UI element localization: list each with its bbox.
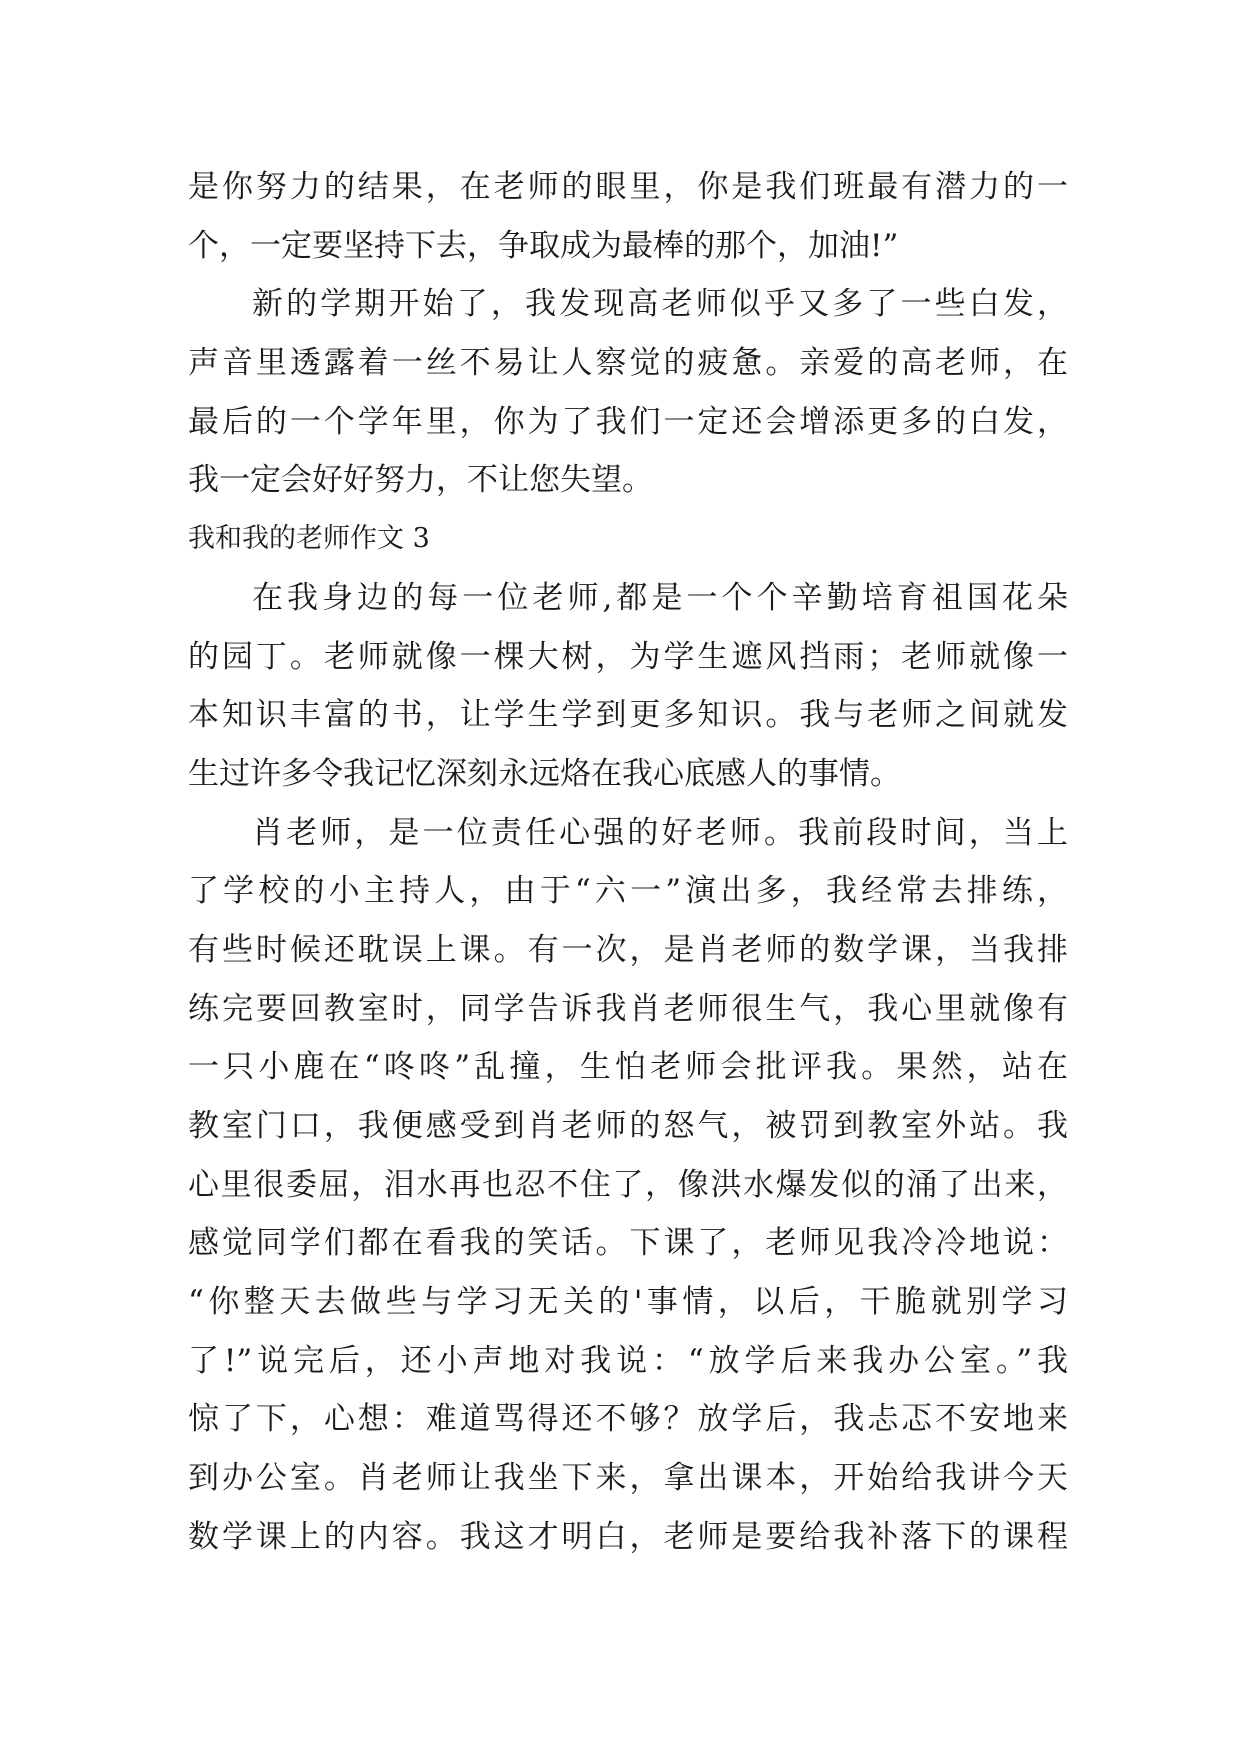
text-line: 是你努力的结果，在老师的眼里，你是我们班最有潜力的一 bbox=[188, 169, 1068, 205]
essay-text bbox=[188, 158, 1068, 1567]
text-line: 的园丁。老师就像一棵大树，为学生遮风挡雨；老师就像一 bbox=[188, 638, 1068, 675]
text-line: 到办公室。肖老师让我坐下来，拿出课本，开始给我讲今天 bbox=[188, 1460, 1068, 1497]
text-line: 肖老师，是一位责任心强的好老师。我前段时间，当上 bbox=[252, 814, 1068, 851]
text-line: 心里很委屈，泪水再也忍不住了，像洪水爆发似的涌了出来， bbox=[188, 1166, 1068, 1203]
text-line: 我一定会好好努力，不让您失望。 bbox=[188, 462, 653, 499]
text-line: 声音里透露着一丝不易让人察觉的疲惫。亲爱的高老师，在 bbox=[188, 345, 1068, 382]
text-line: 了!”说完后，还小声地对我说：“放学后来我办公室。”我 bbox=[188, 1342, 1068, 1379]
text-line: 一只小鹿在“咚咚”乱撞，生怕老师会批评我。果然，站在 bbox=[188, 1049, 1068, 1086]
text-line: 在我身边的每一位老师,都是一个个辛勤培育祖国花朵 bbox=[252, 579, 1068, 616]
text-line: 惊了下，心想：难道骂得还不够？放学后，我忐忑不安地来 bbox=[188, 1401, 1068, 1438]
text-line: 个，一定要坚持下去，争取成为最棒的那个，加油!” bbox=[188, 227, 899, 264]
text-line: 新的学期开始了，我发现高老师似乎又多了一些白发， bbox=[252, 286, 1068, 323]
paragraph bbox=[188, 569, 1068, 804]
text-line: 有些时候还耽误上课。有一次，是肖老师的数学课，当我排 bbox=[188, 931, 1068, 968]
text-line: 教室门口，我便感受到肖老师的怒气，被罚到教室外站。我 bbox=[188, 1108, 1068, 1144]
text-line: 感觉同学们都在看我的笑话。下课了，老师见我冷冷地说： bbox=[188, 1225, 1068, 1262]
text-line: 练完要回教室时，同学告诉我肖老师很生气，我心里就像有 bbox=[188, 990, 1068, 1027]
paragraph bbox=[188, 275, 1068, 510]
paragraph bbox=[188, 158, 1068, 275]
section-heading: 我和我的老师作文 3 bbox=[188, 523, 430, 555]
paragraph bbox=[188, 804, 1068, 1567]
text-line: 本知识丰富的书，让学生学到更多知识。我与老师之间就发 bbox=[188, 697, 1068, 734]
text-line: 最后的一个学年里，你为了我们一定还会增添更多的白发， bbox=[188, 403, 1068, 440]
text-line: “你整天去做些与学习无关的'事情，以后，干脆就别学习 bbox=[188, 1284, 1068, 1321]
text-line: 生过许多令我记忆深刻永远烙在我心底感人的事情。 bbox=[188, 755, 901, 792]
text-line: 了学校的小主持人，由于“六一”演出多，我经常去排练， bbox=[188, 873, 1068, 910]
text-line: 数学课上的内容。我这才明白，老师是要给我补落下的课程 bbox=[188, 1518, 1068, 1555]
